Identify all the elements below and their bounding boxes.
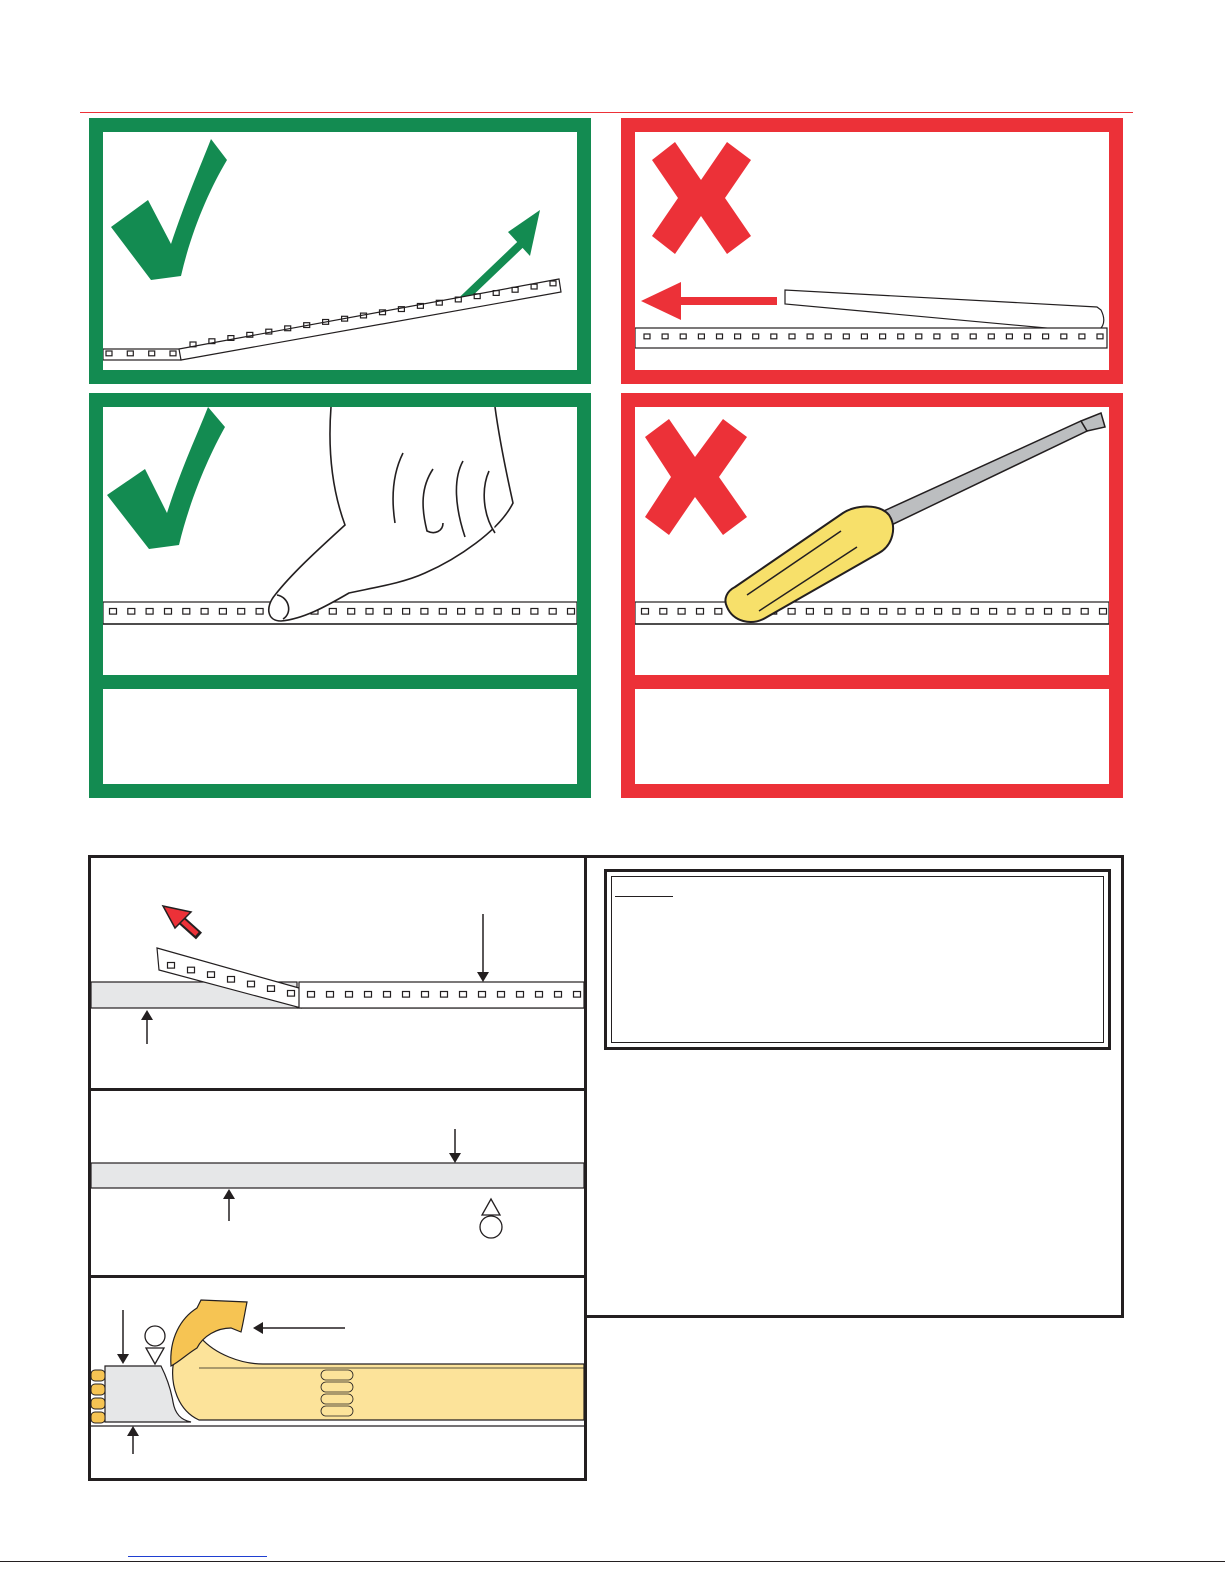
peeled-backing-strip xyxy=(785,290,1104,332)
note-heading-underline xyxy=(615,896,673,897)
channel-base xyxy=(91,1163,584,1188)
step-channel-panel xyxy=(88,1088,587,1278)
arrow-left-icon xyxy=(641,282,777,320)
callout-arrow-up xyxy=(127,1426,139,1454)
footer-rule xyxy=(0,1561,1225,1562)
hand-press-icon xyxy=(269,407,513,621)
correct-peel-panel xyxy=(89,118,591,384)
connector-pads xyxy=(91,1370,105,1423)
correct-caption-box xyxy=(89,675,591,798)
led-strip xyxy=(635,602,1109,624)
arrow-up-left-icon xyxy=(163,906,199,936)
check-mark-icon xyxy=(111,139,227,280)
led-tape xyxy=(173,1338,584,1420)
step-peel-panel xyxy=(88,855,587,1091)
callout-arrow-up xyxy=(223,1189,235,1221)
screwdriver-icon xyxy=(725,413,1105,622)
check-mark-icon xyxy=(107,407,225,549)
note-box xyxy=(604,869,1111,1050)
x-mark-icon xyxy=(645,419,747,535)
wrong-peel-panel xyxy=(621,118,1123,384)
callout-arrow-down xyxy=(449,1129,461,1163)
footer-link[interactable] xyxy=(128,1556,267,1557)
header-rule xyxy=(80,112,1133,113)
led-strip xyxy=(103,279,561,360)
correct-press-panel xyxy=(89,393,591,689)
step-marker-icon xyxy=(480,1199,502,1238)
wrong-caption-box xyxy=(621,675,1123,798)
wrong-press-panel xyxy=(621,393,1123,689)
callout-arrow-up xyxy=(141,1010,153,1044)
step-marker-icon xyxy=(145,1326,165,1364)
callout-arrow-down xyxy=(477,914,489,982)
callout-arrow-down xyxy=(117,1310,129,1364)
x-mark-icon xyxy=(652,142,751,254)
step-backing-panel xyxy=(88,1275,587,1481)
led-strip xyxy=(103,602,577,624)
callout-arrow-left xyxy=(253,1322,345,1334)
led-strip xyxy=(635,328,1107,348)
